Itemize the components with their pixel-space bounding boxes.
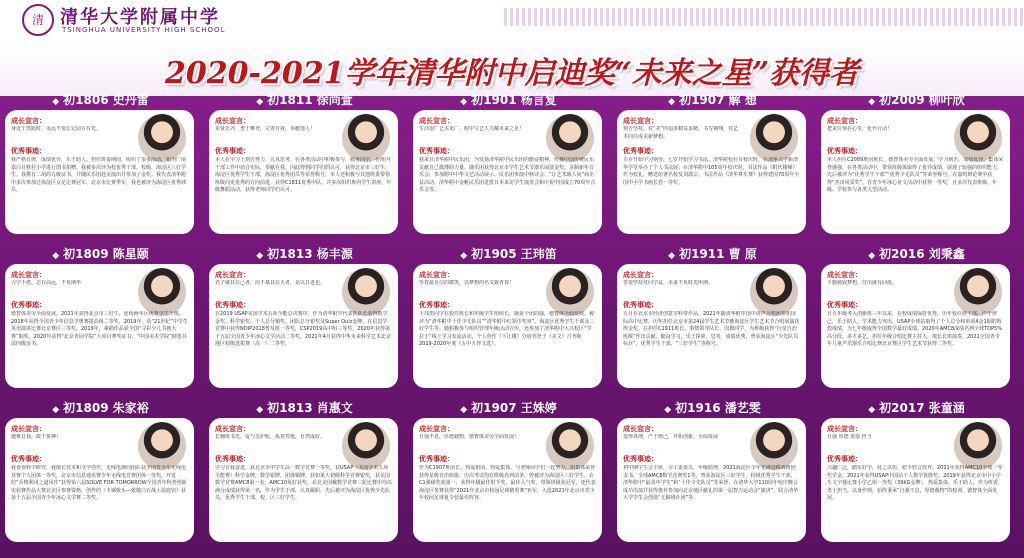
motto-label: 成长宣言： — [11, 271, 46, 279]
deeds-text: 自五年级考入创新班三年以来，在校成绩保持优秀，历年校任班干部，严于律己，乐于助人。学术能力突出，USAP全球站取得了个人总分和单项4金1铜的辉煌成绩，为七年级取得全国数学最好成绩，2020年AMC8成绩名列全球TOP5%高分段。多才多艺，担任年级合唱比赛主持人，擅长长笛演奏，2021全国青少年儿童声乐器乐合唱比赛北京赛区学生艺术节获得二等奖。 — [827, 311, 1003, 347]
student-photo — [750, 114, 798, 162]
awardee-class-name: 初1806 史丹雷 — [63, 93, 149, 107]
diamond-icon: ◆ — [256, 97, 264, 107]
student-photo — [750, 422, 798, 470]
awardee-name-header — [410, 400, 607, 416]
awardee-name-header — [818, 92, 1015, 108]
diamond-icon: ◆ — [868, 251, 876, 261]
deeds-label: 优秀事迹： — [419, 301, 454, 309]
deeds-text: 初中期学生会主席，少工委委员，年级助理，2021海淀区少年先锋进模战树团支书，全球AMC8数学竞赛奖1等，曾获海淀区三好学生，校级优秀学生干部，清华附中“最美中学生”和“十佳少先队员”等荣誉，在清华大学110周年校庆晚会成功出演并获得推荐参加向北京地区献礼的第一届智力运动会“演讲”，联合清华大学学生会创设“无障碍社团”等。 — [623, 465, 799, 501]
awardee-card — [614, 246, 811, 391]
motto-text: 答要坚持对同学益，未来不负时光所期。 — [623, 280, 714, 286]
student-photo — [138, 114, 186, 162]
awardee-class-name: 初1905 王玮笛 — [471, 247, 557, 261]
awardee-name-header — [614, 400, 811, 416]
deeds-label: 优秀事迹： — [215, 455, 250, 463]
awardee-name-header — [2, 400, 199, 416]
deeds-text: 我来自清华附中民乐团，为发扬清华附中民乐团的勤奋精神、传播中国传统民乐贡献自己微薄的力量。随乐团获得北京市学生艺术节器乐展演金奖、录制新年音乐会、参加附中中华文艺活动展示、民乐团参演中秋诗会、“让艺术璀人间”商企益活动，清华附中金帆民乐团进排日本来访学生演奏会和庆祝中国成立70周年音乐会等。 — [419, 157, 596, 193]
deeds-label: 优秀事迹： — [419, 147, 454, 155]
awardee-card — [818, 246, 1015, 391]
motto-text: 自强不息，厚德载物，德智体美劳全面发展！ — [419, 434, 520, 440]
diamond-icon: ◆ — [664, 405, 672, 415]
student-photo — [342, 422, 390, 470]
deeds-label: 优秀事迹： — [215, 147, 250, 155]
awardee-card — [410, 92, 607, 237]
awardee-card — [614, 400, 811, 545]
awardee-card — [614, 92, 811, 237]
deeds-text: 五月在北京市经济创意学科带作品，2021年随清华附中国中清声合唱团参加国际高中比赛，历年担任北京市第24届学生艺术节雅海淀区学生艺术节合唱展演获得金奖。在担任C1911班长、事情领导队长，国旗同学，为班级获得“行星自治班级”作出贡献。勤奋学习，乐于探索，思考，成绩优秀，曾获海淀区“少先队员标兵”、优秀学生干部、“三好学生”等称号。 — [623, 311, 800, 347]
awardee-card-body — [617, 418, 806, 542]
diamond-icon: ◆ — [256, 405, 264, 415]
awardee-class-name: 初2016 刘秉鑫 — [879, 247, 965, 261]
motto-text: 长辅班书光，爱与念护航，执着答题，自然成好。 — [215, 434, 326, 440]
school-name: 清华大学附属中学 — [60, 7, 220, 28]
deeds-text: 德智体美劳全面发展。2021年获得北京市三好生，连续两年区优秀学生干部。2018年获得全国青少年信息学奥赛提高组二等奖，2019年，获“21世纪”中学生英语演讲比赛北京赛区三等奖。2019年，素描作品获全国“寻彩少儿书画大赛”铜奖。2020年获得“北京青园学院”大项目赛奖证书、“中国美术学院”钢笔书法四级证书。 — [11, 311, 188, 347]
deeds-label: 优秀事迹： — [623, 301, 658, 309]
diamond-icon: ◆ — [668, 251, 676, 261]
student-photo — [954, 268, 1002, 316]
deeds-label: 优秀事迹： — [11, 301, 46, 309]
motto-text: 平勤骑驭梦想，付出就有回报。 — [827, 280, 898, 286]
deeds-text: 兴趣广泛，踏实好学，持之以恒，慰不轻言放弃。2021年获得AMC10全球一等奖学金，2021年获得USAP中国站个人数学优胜奖，2019年获得北京市中小学生文字谜比赛小学乙组一等奖（39KG金牌），热爱集体，乐于助人，作为班委，勇于担当，以身作则，始终秉承“自强不息，厚德载物”的校训，德智体全面发展。 — [827, 465, 1004, 501]
awardee-class-name: 初1813 肖惠文 — [267, 401, 353, 415]
deeds-label: 优秀事迹： — [11, 147, 46, 155]
motto-label: 成长宣言： — [827, 271, 862, 279]
motto-text: 把责任刻在心里，化作行动！ — [827, 126, 893, 132]
awardee-card — [818, 400, 1015, 545]
awardee-class-name: 初2009 柳叶欣 — [879, 93, 965, 107]
awardee-class-name: 初1811 徐尚萱 — [267, 93, 353, 107]
awardee-card — [2, 92, 199, 237]
deeds-text: 本人在学习上刻苦努力，认真思考，在各类活动中积极参与，服务同学，在班内干部工作中切合实际，奉献在我。因此得到同学们的认可，获得北京市三好生，海淀区优秀学生干部，海淀区优秀团员等荣誉称号。本人还积极与其他班委带领班级向更优秀的方向前进，获得C1811优秀中队，并多次组织班内学生讲座，年级舞蹈活动，获得老师同学们认可。 — [215, 157, 392, 193]
awardee-name-header — [206, 400, 403, 416]
awardee-card-body — [413, 110, 602, 234]
motto-text: 见贤思齐，勇于攀登，完善自我，奉献他人！ — [215, 126, 316, 132]
deeds-label: 优秀事迹： — [623, 147, 658, 155]
motto-label: 成长宣言： — [215, 425, 250, 433]
deeds-text: 本人担任C2009班团班长，德智体美劳全面发展，学习刻苦，成绩优异。集体荣誉感强，在各类活动中，带领班级体取得了优异成绩，展现了较强的组织能力。先后被评为“优秀学生干部”“优秀少先队员”等荣誉称号，在嘉鸣辩论赛中获得“杰出风采奖”，在青少年冰心征文活动中获得一等奖，且多次代表班级、年级、学校参与各类大型活动。 — [827, 157, 1004, 193]
awardee-card — [410, 400, 607, 545]
awardee-card-body — [5, 264, 194, 388]
motto-text: 变得真理，严于律己，开拓创新，全面发展 — [623, 434, 719, 440]
awardee-name-header — [410, 92, 607, 108]
deeds-label: 优秀事迹： — [827, 147, 862, 155]
diamond-icon: ◆ — [460, 251, 468, 261]
diamond-icon: ◆ — [460, 405, 468, 415]
awardee-card — [2, 246, 199, 391]
awardee-card — [206, 246, 403, 391]
awardee-class-name: 初1916 潘艺雯 — [675, 401, 761, 415]
motto-label: 成长宣言： — [827, 117, 862, 125]
awardee-card-body — [209, 110, 398, 234]
motto-label: 成长宣言： — [623, 117, 658, 125]
student-photo — [546, 114, 594, 162]
deeds-label: 优秀事迹： — [419, 455, 454, 463]
page-title: 2020-2021学年清华附中启迪奖“未来之星”获得者 — [165, 56, 859, 91]
motto-label: 成长宣言： — [623, 425, 658, 433]
deeds-label: 优秀事迹： — [11, 455, 46, 463]
awardee-class-name: 初1809 陈星颐 — [63, 247, 149, 261]
awardee-card-body — [821, 418, 1010, 542]
motto-label: 成长宣言： — [419, 271, 454, 279]
awardee-card-body — [5, 418, 194, 542]
student-photo — [954, 114, 1002, 162]
motto-text: 等着最自信的微笑，以梦想的名义致青春！ — [419, 280, 515, 286]
diamond-icon: ◆ — [868, 405, 876, 415]
awardee-card-body — [617, 264, 806, 388]
awardee-name-header — [818, 246, 1015, 262]
student-photo — [750, 268, 798, 316]
awardee-card — [206, 400, 403, 545]
awardee-class-name: 初1907 解 想 — [679, 93, 757, 107]
awardee-class-name: 初1809 朱家裕 — [63, 401, 149, 415]
top-bar — [0, 0, 1024, 41]
awardee-grid — [2, 92, 1022, 556]
motto-label: 成长宣言： — [11, 425, 46, 433]
motto-label: 成长宣言： — [827, 425, 862, 433]
awardee-class-name: 初1901 杨言复 — [471, 93, 557, 107]
awardee-class-name: 初1813 杨丰源 — [267, 247, 353, 261]
student-photo — [546, 268, 594, 316]
awardee-card-body — [821, 264, 1010, 388]
deeds-text: 学习自我奋进，获北京市中学生高一数学竞赛一等奖，获USAP（美国学术五项全能赛）科学金牌，数学银牌，团体铜牌，获如果大初级科学竞赛银奖，获美国数学竞赛AMC8第一名，AMC10每好获奖，在北美国戴数学竞赛三轮比赛中均以满分成绩获得第一名，作为学生干部，认真履职，先后被评为海淀区优秀少先队员，优秀学生干部，校、区三好学生。 — [215, 465, 392, 501]
school-logo-icon: 清 — [22, 4, 54, 36]
deeds-label: 优秀事迹： — [623, 455, 658, 463]
deeds-text: 我严格自律，成绩优异，乐于助人。担任班委期间，组织了很多活动，如为广南嘉白目默村小学进行图书捐赠。我被多次评为校优秀干部、校级、海淀区三好学生。我携有二胡的九级证书，并随民乐团赴美演出并参加了金奖。我代表清华附中多次参加过海淀区女足比赛冠军、北京市比赛季军，我也被评为海淀区优秀球员。 — [11, 157, 187, 193]
motto-label: 成长宣言： — [623, 271, 658, 279]
awardee-name-header — [818, 400, 1015, 416]
motto-text: 生活很广艺术更广，附中文艺人兴耀未来之星！ — [419, 126, 525, 132]
diamond-icon: ◆ — [868, 97, 876, 107]
deeds-text: 在2019 USAP美国学术五项全能总决赛中，作为清华附中代表队队长获得数学金奖、科学银奖、个人总分铜奖、团队总分银奖及Super Quiz金牌。在信息学竞赛中获得NOIP2018普及组一等奖，CSP2019高中组三等奖，2020年获得第十五届全国青少年冰心文学活动二等奖，2021年4月获得中华未来科学艺术北京地区校级选拔赛（高一）二等奖。 — [215, 311, 391, 347]
decorative-stripes — [504, 8, 1024, 26]
motto-label: 成长宣言： — [215, 271, 250, 279]
awardee-name-header — [614, 92, 811, 108]
motto-text: 刻苦坚持，对“美”的追求精益求精，书写翱翔，对艺术向往成美新梦想。 — [623, 126, 739, 140]
motto-label: 成长宣言： — [11, 117, 46, 125]
awardee-name-header — [410, 246, 607, 262]
awardee-name-header — [206, 246, 403, 262]
deeds-label: 优秀事迹： — [827, 455, 862, 463]
deeds-label: 优秀事迹： — [827, 301, 862, 309]
deeds-label: 优秀事迹： — [215, 301, 250, 309]
diamond-icon: ◆ — [668, 97, 676, 107]
motto-label: 成长宣言： — [215, 117, 250, 125]
awardee-card-body — [5, 110, 194, 234]
student-photo — [342, 268, 390, 316]
awardee-card-body — [821, 110, 1010, 234]
awardee-card — [2, 400, 199, 545]
motto-label: 成长宣言： — [419, 117, 454, 125]
awardee-card-body — [209, 264, 398, 388]
student-photo — [138, 422, 186, 470]
awardee-name-header — [206, 92, 403, 108]
awardee-card-body — [413, 264, 602, 388]
awardee-class-name: 初1907 王姝婷 — [471, 401, 557, 415]
diamond-icon: ◆ — [52, 97, 60, 107]
student-photo — [546, 422, 594, 470]
deeds-text: 我喜欢科学研究，我擅长技术和文学创作，无线电测向团队获全国青少年无线电竞赛个人团体一等奖，北京市信息通讯赛少年无线电竞赛团体一等奖，开发的“兵棋利用之道风作”获得第六届SOLVE FOR TOMORROW全国青年科普创新实验赛作品大赛北京区参赛资格，创作的《卡钢致头—致敬白衣战士温庭钧》获第十五届全国青少年冰心文学赛二等奖。 — [11, 465, 187, 501]
deeds-text: 五岁开始学习钢琴，七岁开始学习书法。清华附校在有校庆时，在清华大学新清华学堂举办了个人书法展；在清华附中105周年校庆时，书法作品《附代楼梯》作为校礼，赠送给著名校友刘潇宗。书法作品《清华赛车赛》获得建国70周年全国中小学书画长卷一等奖。 — [623, 157, 800, 186]
school-name-english: TSINGHUA UNIVERSITY HIGH SCHOOL — [62, 26, 226, 34]
motto-text: 越难自我，敢干拼搏！ — [11, 434, 62, 440]
motto-text: 身处于黑暗时，永远不要忘记前方有光。 — [11, 126, 102, 132]
motto-text: 自强 厚德 进取 担当 — [827, 434, 872, 440]
awardee-name-header — [2, 92, 199, 108]
awardee-card-body — [413, 418, 602, 542]
deeds-text: 作为C1907班团长，热爱祖国，热爱集体，与老师同学们一起努力，组集体荣誉获得星级自治班级，历次考试均在班级名列前茅，曾被评为海淀区三好学生，在C1强级奖获第一、获得年级最佳射手奖，最佳人气奖，带领班级获冠军，还代表海淀区参赛获得“2021年北京市校园足球精英赛”亚军，入选2021年北京市青少年校园足球夏令营最佳阵容。 — [419, 465, 596, 501]
awardee-name-header — [2, 246, 199, 262]
awardee-card — [206, 92, 403, 237]
motto-text: 君子敏其在己者，而不慕其在天者，是以日进也。 — [215, 280, 326, 286]
awardee-name-header — [614, 246, 811, 262]
student-photo — [954, 422, 1002, 470]
awardee-card-body — [209, 418, 398, 542]
deeds-text: 王玮笛同学在校任班长和年级学生组组长，她是个团的强，德智体全面发展。被评为“清华附中十佳少先队员”“清华附中红领巾奖章”、海淀区优秀学生干部及三好学生等。她积极参与组织管理年级活动宣传，还参加了清华附中大兴校区“学拉于”线上学习发流活动，个人创作《下江楼》分别刊登于《美文》月刊和2019-2020年度《五中五作文选》。 — [419, 311, 595, 347]
diamond-icon: ◆ — [256, 251, 264, 261]
motto-text: 力学不倦，志存高远，不负期华 — [11, 280, 82, 286]
diamond-icon: ◆ — [52, 405, 60, 415]
awardee-card-body — [617, 110, 806, 234]
awardee-class-name: 初2017 张童涵 — [879, 401, 965, 415]
awardee-card — [818, 92, 1015, 237]
student-photo — [138, 268, 186, 316]
student-photo — [342, 114, 390, 162]
motto-label: 成长宣言： — [419, 425, 454, 433]
awardee-card — [410, 246, 607, 391]
awardee-class-name: 初1911 曹 原 — [679, 247, 757, 261]
diamond-icon: ◆ — [460, 97, 468, 107]
diamond-icon: ◆ — [52, 251, 60, 261]
